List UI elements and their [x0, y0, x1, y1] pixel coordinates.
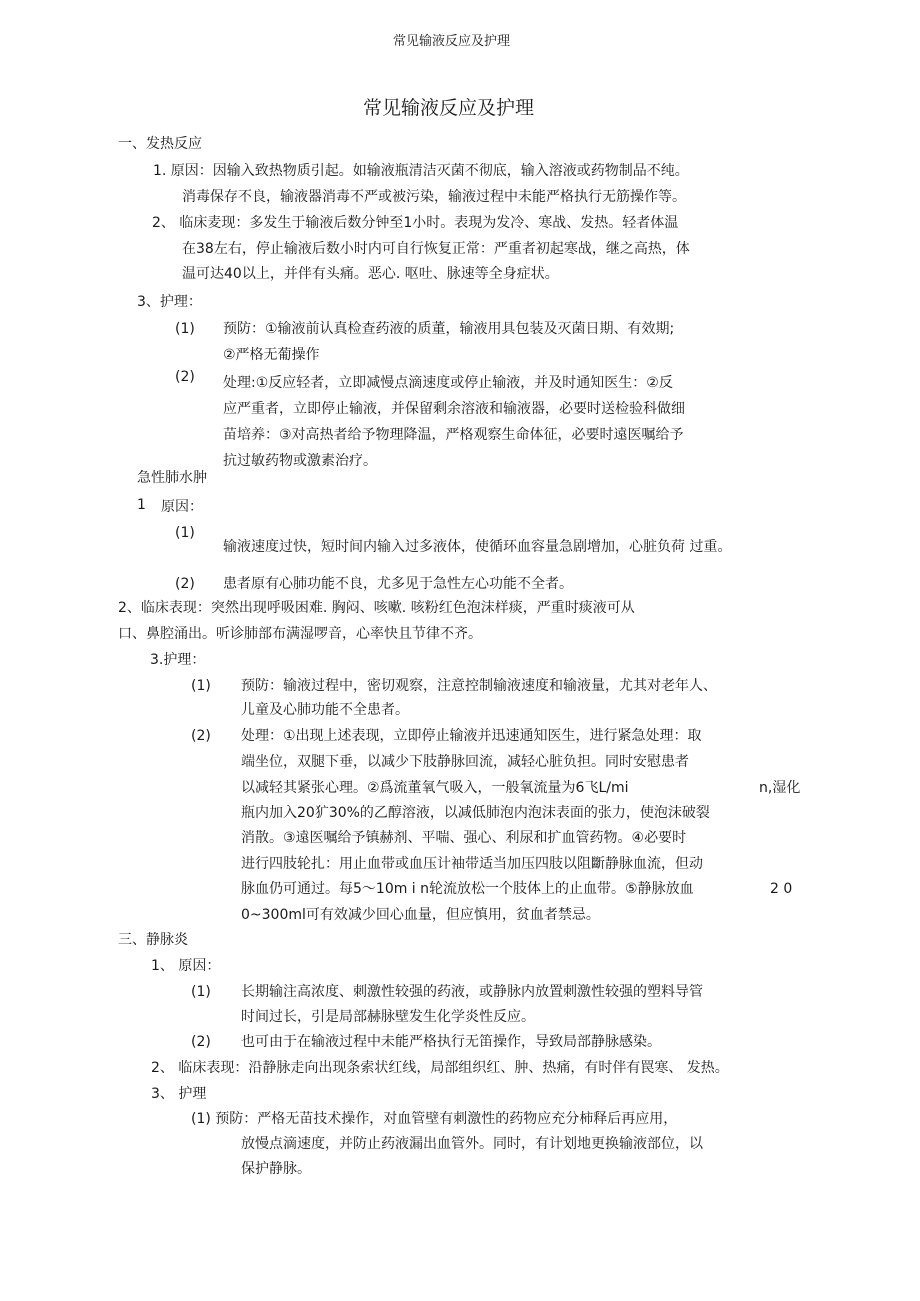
paragraph-line: 2、临床表现：突然出现呼吸困难. 胸闷、咳嗽. 咳粉红色泡沫样痰，严重时痰液可从 [118, 600, 635, 616]
paragraph-line: (1) 预防：严格无苗技术操作，对血管壁有刺激性的药物应充分柿释后再应用， [191, 1111, 678, 1127]
paragraph-line: n,湿化 [759, 780, 801, 796]
paragraph-line: 输液速度过快，短时间内输入过多液体，使循环血容量急剧增加，心脏负荷 过重。 [223, 539, 732, 555]
paragraph-line: 端坐位，双腿下垂，以减少下肢静脉回流，减轻心脏负担。同时安慰患者 [241, 754, 689, 770]
paragraph-line: 预防：输液过程中，密切观察，注意控制输液速度和输液量，尤其对老年人、 [241, 678, 717, 694]
item-number: (1) [191, 984, 211, 1000]
paragraph-line: ②严格无葡操作 [223, 347, 320, 363]
paragraph-line: 以减轻其紧张心理。②爲流董氧气吸入，一般氧流量为6飞L/mi [241, 780, 629, 796]
paragraph-line: 长期输注高浓度、刺激性较强的药液，或静脉内放置刺激性较强的塑料导管 [241, 984, 703, 1000]
paragraph-line: 0~300ml可有效减少回心血量，但应慎用，贫血者禁忌。 [241, 907, 600, 923]
paragraph-line: 2、 临床麦现：多发生于输液后数分钟至1小时。表現为发冷、寒战、发热。轻者体温 [152, 215, 679, 231]
paragraph-line: 1. 原因：因输入致热物质引起。如输液瓶清洁灭菌不彻底，输入溶液或药物制品不纯。 [153, 163, 689, 179]
paragraph-line: 脉血仍可通过。每5～10m i n轮流放松一个肢体上的止血带。⑤静脉放血 [241, 881, 694, 897]
paragraph-line: 2、 临床表现：沿静脉走向出现条索状红线，局部组织红、肿、热痛，有时伴有罠寒、 发热。 [151, 1060, 729, 1076]
section-heading: 一、发热反应 [118, 136, 202, 152]
item-number: (2) [175, 369, 195, 385]
subsection-heading: 3、 护理 [151, 1086, 207, 1102]
paragraph-line: 2 0 [770, 881, 793, 897]
section-heading: 三、静脉炎 [118, 932, 188, 948]
paragraph-line: 温可达40以上，并伴有头痛。恶心. 呕吐、脉速等全身症状。 [182, 266, 559, 282]
running-header-text: 常见输液反应及护理 [393, 34, 511, 49]
paragraph-line: 时间过长，引是局部赫脉壁发生化学炎性反应。 [241, 1009, 535, 1025]
paragraph-line: 消毒保存不良，输液器消毒不严或被污染，输液过程中未能严格执行无筋操作等。 [182, 189, 686, 205]
paragraph-line: 保护静脉。 [241, 1161, 311, 1177]
paragraph-line: 苗培养：③对高热者给予物理降温，严格观察生命体征，必要时遠医嘱给予 [223, 427, 684, 443]
item-number: (1) [191, 678, 211, 694]
item-number: (1) [175, 321, 195, 337]
paragraph-line: 应严重者，立即停止输液，并保留剩余溶液和输液器，必要时送检验科做细 [223, 401, 685, 417]
paragraph-line: 消散。③遠医嘱给予镇赫剂、平喘、强心、利尿和扩血管药物。④必要时 [241, 830, 687, 846]
paragraph-line: 儿童及心肺功能不全患者。 [241, 702, 409, 718]
paragraph-line: 在38左右，停止输液后数小时内可自行恢复正常：严重者初起寒战，继之高热，体 [182, 241, 690, 257]
item-number: (1) [175, 525, 195, 541]
paragraph-line: 抗过敏药物或激素治疗。 [223, 453, 377, 469]
paragraph-line: 处理：①出现上述表现，立即停止输液并迅速通知医生，进行紧急处理：取 [241, 728, 702, 744]
paragraph-line: 也可由于在输液过程中未能严格执行无笛操作，导致局部静脉感染。 [241, 1034, 661, 1050]
paragraph-line: 进行四肢轮扎：用止血带或血压计袖带适当加压四肢以阻斷静脉血流，但动 [241, 856, 703, 872]
item-number: (2) [191, 1034, 211, 1050]
section-heading: 急性肺水肿 [137, 470, 207, 486]
item-number: (2) [175, 576, 195, 592]
subsection-heading: 3、护理： [137, 294, 202, 310]
paragraph-line: 放慢点滴速度，并防止药液漏出血管外。同时，有计划地更换输液部位，以 [241, 1136, 703, 1152]
item-number: 1 [137, 497, 146, 513]
paragraph-line: 患者原有心肺功能不良，尤多见于急性左心功能不全者。 [223, 576, 573, 592]
paragraph-line: 口、鼻腔涌出。听诊肺部布满湿啰音，心率快且节律不齐。 [118, 626, 482, 642]
item-number: (2) [191, 728, 211, 744]
paragraph-line: 预防：①输液前认真检查药液的质董，输液用具包装及灭菌日期、有效期; [223, 321, 675, 337]
subsection-heading: 原因： [161, 499, 203, 515]
paragraph-line: 瓶内加入20犷30%的乙醇溶液，以减低肺泡内泡沫表面的张力，使泡沫破裂 [241, 805, 710, 821]
subsection-heading: 3.护理： [150, 652, 206, 668]
subsection-heading: 1、 原因： [151, 958, 221, 974]
document-title: 常见输液反应及护理 [363, 97, 535, 119]
paragraph-line: 处理:①反应轻者，立即减慢点滴速度或停止输液，并及时通知医生：②反 [223, 375, 673, 391]
